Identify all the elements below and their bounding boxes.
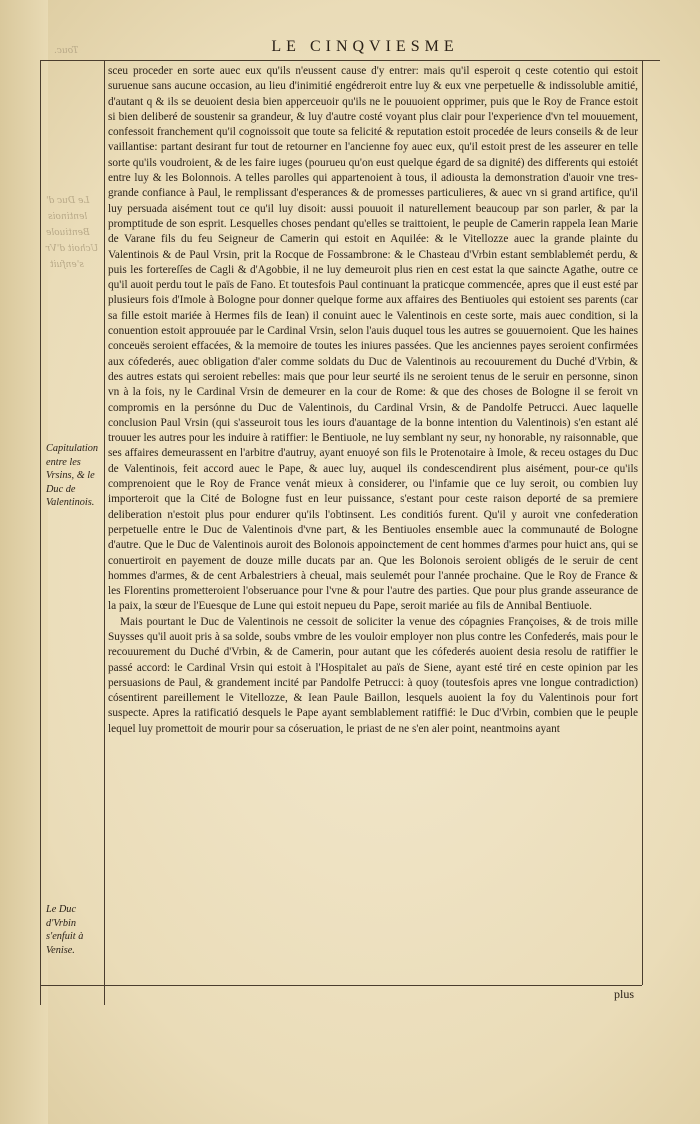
bleed-through-text: Touc. [54,46,79,56]
bleed-through-text: s'enfuit [50,260,84,270]
margin-note-capitulation: Capitulation entre les Vrsins, & le Duc de Valentinois. [46,443,99,508]
paragraph: sceu proceder en sorte auec eux qu'ils n'eussent cause d'y entrer: mais qu'il esperoit q ceste cotentio qui estoit suruenue sans aucune occasion, au lieu d'inimitié engédreroit entre luy & eux vne perpetuelle & indissoluble amitié, d'autant q & ils se deuoient desia bien apperceuoir qu'ils ne le pouuoient opprimer, puis que le Roy de France estoit si bien deliberé de soustenir sa grandeur, & luy d'autre costé voyant plus clair pour l'experience d'vn tel mouuement, confessoit franchement qu'il cognoissoit que toute sa felicité & reputation estoit procedée de leurs conseils & de leur vaillantise: partant desirant fur tout de retourner en l'ancienne foy auec eux, qu'il estoit prest de les asseurer en telle sorte qu'ils voudroient, & de les faire iuges (pourueu qu'on eust quelque égard de sa dignité) des differents qui estoiét entre luy & les Bolonnois. A telles parolles qui appartenoient à tous, il adiousta la demonstration d'auoir vne tres-grande confiance à Paul, le remplissant d'esperances & de promesses particulieres, & auec vn si grand artifice, qu'il luy persuada aisément tout ce qu'il luy disoit: aussi pouuoit il naturellement beaucoup par son parler, & par la promptitude de son esprit. Lesquelles choses pendant qu'elles se traittoient, le peuple de Camerin rappela Iean Marie de Varane fils du feu Seigneur de Camerin qui estoit en Aquilée: & le Vitellozze auec la grande plainte du Valentinois & de Paul Vrsin, prit la Rocque de Fossambrone: & le Chasteau d'Vrbin estant semblablemét perdu, & puis les fortereſſes de Cagli & d'Agobbie, il ne luy demeuroit plus rien en cest estat la que saincte Agathe, outre ce qu'il auoit perdu tout le païs de Fano. Et toutesfois Paul continuant la praticque commencée, apres que il eust esté par plusieurs fois d'Imole à Bologne pour donner quelque forme aux affaires des Bentiuoles qui estoient ses parents (car sa fille estoit mariée à Hermes fils de Iean) il conuint auec le Valentinois en ceste sorte, mais auec condition, si la conuention estoit approuuée par le Cardinal Vrsin, selon l'auis duquel tous les autres se gouuernoient. Que les haines conceuës seroient effacées, & la memoire de toutes les iniures passées. Que les anciennes payes seroient confirmées aux cófederés, auec obligation d'aler comme soldats du Duc de Valentinois au recouurement du Duché d'Vrbin, & des autres estats qui seroient rebelles: mais que pour leur seurté ils ne seroient tenus de le seruir en personne, sinon vn à la fois, ny le Cardinal Vrsin de demeurer en la cour de Rome: & que des choses de Bologne il se feroit vn compromis en la persónne du Duc de Valentinois, du Cardinal Vrsin, & de Pandolfe Petrucci. Auec laquelle conclusion Paul Vrsin (qui s'asseuroit tous les iours d'auantage de la bonne intention du Valentinois) s'en estant alé trouuer les autres pour les induire à ratiffier: le Bentiuole, ne luy semblant ny seur, ny honorable, ny raisonnable, que ses affaires demeurassent en l'arbitre d'autruy, ayant enuoyé son fils le Protenotaire à Imole, & receu ostages du Duc de Valentinois, feit accord auec le Pape, & auec luy, auquel ils condescendirent plus aisément, pour-ce qu'ils comprenoient que le Roy de France venát mieux à considerer, ou l'infamie que ce luy seroit, ou combien luy importeroit que la Cité de Bologne fust en leur puissance, s'estant pour ceste raison deporté de sa premiere deliberation n'estoit plus pour endurer qu'ils l'obtinsent. Les conditiós furent. Qu'il y auroit vne confederation perpetuelle entre le Duc de Valentinois d'vne part, & les Bentiuoles ensemble auec la communauté de Bologne d'autre. Que le Duc de Valentinois auroit des Bolonois appoinctement de cent hommes d'armes pour huict ans, qui se conuertiroit en payement de douze mille ducats par an. Que les Bolonois seroient obligés de le seruir de cent hommes d'armes, & de cent Arbalestriers à cheual, mais seulemét pour l'année prochaine. Que le Roy de France & les Florentins prometteroient l'obseruance pour l'vne & pour l'autre des parties. Que pour plus grande asseurance de la paix, la sœur de l'Euesque de Lune qui estoit nepueu du Pape, seroit mariée au fils de Annibal Bentiuole. [108,65,638,613]
inner-margin-rule [104,60,105,1005]
bleed-through-text: Bentiuole [46,228,90,238]
outer-margin-rule [40,60,41,1005]
right-margin-rule [642,60,643,985]
top-rule [40,60,660,61]
margin-note-duc-vrbin: Le Duc d'Vrbin s'enfuit à Venise. [46,904,84,956]
bleed-through-text: Le Duc d' [46,196,90,206]
bleed-through-text: lentinois [48,212,88,222]
bleed-through-text: Uchoit d'Vr [46,244,99,254]
running-header: LE CINQVIESME [271,38,459,55]
main-text-block [108,64,638,984]
paragraph: Mais pourtant le Duc de Valentinois ne cessoit de soliciter la venue des cópagnies Françoises, & de trois mille Suysses qu'il auoit pris à sa solde, soubs vmbre de les vouloir employer non plus contre les Confederés, mais pour le recouurement du Duché d'Vrbin, & de Camerin, pour autant que les cófederés auoient desia resolu de ratiffier le passé accord: le Cardinal Vrsin qui estoit à l'Hospitalet au païs de Siene, ayant esté tiré en ceste opinion par les persuasions de Paul, & grandement incité par Pandolfe Petrucci: à quoy (toutesfois apres vne longue contradiction) cósentirent pareillement le Vitellozze, & Iean Paule Baillon, lesquels auoient la foy du Valentinois pour fort suspecte. Apres la ratificatió desquels le Pape ayant semblablement ratiffié: le Duc d'Vrbin, combien que le peuple lequel luy promettoit de mourir pour sa cóseruation, le priast de ne s'en aler point, neantmoins ayant [108,615,638,735]
bottom-rule [40,985,642,986]
catchword: plus [613,987,634,1001]
